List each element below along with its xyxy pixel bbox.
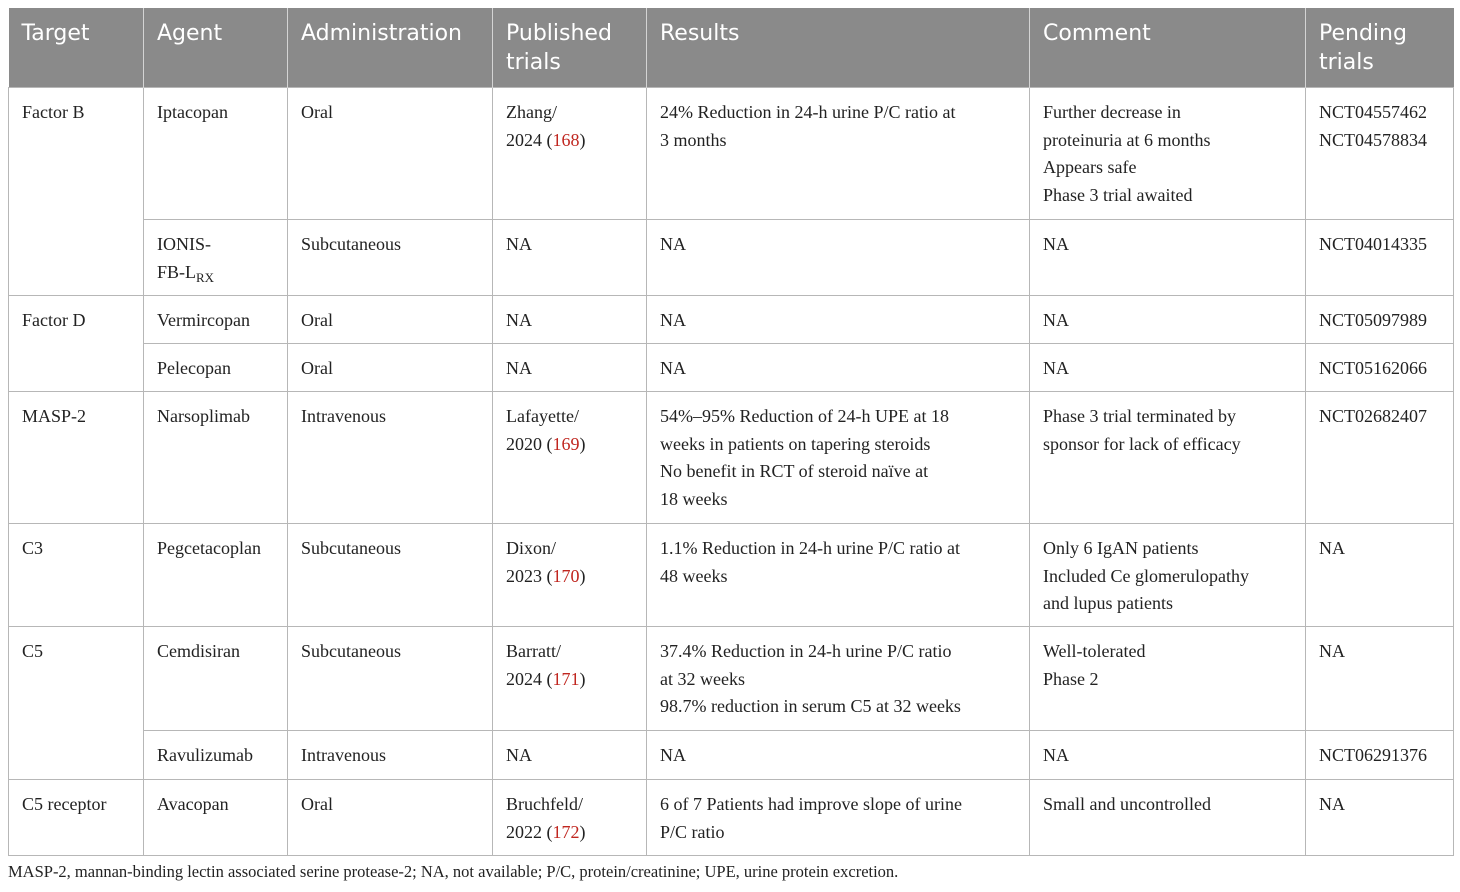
- header-published-trials: Published trials: [493, 8, 647, 88]
- published-cell: Zhang/ 2024 (168): [493, 88, 647, 220]
- results-cell: 1.1% Reduction in 24-h urine P/C ratio at 48 weeks: [647, 524, 1030, 627]
- reference-link[interactable]: 169: [552, 433, 580, 454]
- header-comment: Comment: [1030, 8, 1306, 88]
- administration-cell: Intravenous: [288, 731, 493, 780]
- pending-cell: NCT06291376: [1306, 731, 1454, 780]
- table-container: [8, 8, 1453, 856]
- header-agent: Agent: [144, 8, 288, 88]
- complement-inhibitors-table: [8, 8, 1454, 856]
- results-cell: NA: [647, 731, 1030, 780]
- published-cell: NA: [493, 731, 647, 780]
- results-cell: 54%–95% Reduction of 24-h UPE at 18 weeks in patients on tapering steroids No benefit in RCT of steroid naïve at 18 weeks: [647, 392, 1030, 524]
- published-cell: NA: [493, 344, 647, 392]
- reference-link[interactable]: 168: [552, 129, 580, 150]
- table-row: [9, 780, 1454, 856]
- agent-cell: Avacopan: [144, 780, 288, 856]
- table-row: [9, 731, 1454, 780]
- agent-cell: Narsoplimab: [144, 392, 288, 524]
- comment-cell: NA: [1030, 296, 1306, 344]
- agent-cell: Cemdisiran: [144, 627, 288, 731]
- target-cell: MASP-2: [9, 392, 144, 524]
- pending-cell: NA: [1306, 524, 1454, 627]
- table-row: [9, 296, 1454, 344]
- reference-link[interactable]: 172: [552, 821, 580, 842]
- target-cell: C3: [9, 524, 144, 627]
- results-cell: 6 of 7 Patients had improve slope of urine P/C ratio: [647, 780, 1030, 856]
- comment-cell: Further decrease in proteinuria at 6 months Appears safe Phase 3 trial awaited: [1030, 88, 1306, 220]
- published-cell: Barratt/ 2024 (171): [493, 627, 647, 731]
- pending-cell: NCT04557462 NCT04578834: [1306, 88, 1454, 220]
- comment-cell: NA: [1030, 220, 1306, 296]
- target-cell: Factor D: [9, 296, 144, 392]
- agent-cell: Ravulizumab: [144, 731, 288, 780]
- table-row: [9, 344, 1454, 392]
- pending-cell: NCT05162066: [1306, 344, 1454, 392]
- published-cell: NA: [493, 296, 647, 344]
- published-cell: Dixon/ 2023 (170): [493, 524, 647, 627]
- published-cell: Bruchfeld/ 2022 (172): [493, 780, 647, 856]
- comment-cell: NA: [1030, 344, 1306, 392]
- pending-cell: NA: [1306, 627, 1454, 731]
- comment-cell: Phase 3 trial terminated by sponsor for lack of efficacy: [1030, 392, 1306, 524]
- pending-cell: NCT04014335: [1306, 220, 1454, 296]
- header-row: [9, 8, 1454, 88]
- table-footnote: MASP-2, mannan-binding lectin associated serine protease-2; NA, not available; P/C, protein/creatinine; UPE, urine protein excretion.: [8, 862, 899, 881]
- comment-cell: NA: [1030, 731, 1306, 780]
- administration-cell: Oral: [288, 88, 493, 220]
- target-cell: C5 receptor: [9, 780, 144, 856]
- administration-cell: Oral: [288, 296, 493, 344]
- administration-cell: Oral: [288, 344, 493, 392]
- administration-cell: Subcutaneous: [288, 627, 493, 731]
- table-row: [9, 88, 1454, 220]
- results-cell: NA: [647, 344, 1030, 392]
- administration-cell: Subcutaneous: [288, 220, 493, 296]
- comment-cell: Small and uncontrolled: [1030, 780, 1306, 856]
- results-cell: NA: [647, 220, 1030, 296]
- results-cell: NA: [647, 296, 1030, 344]
- target-cell: C5: [9, 627, 144, 780]
- administration-cell: Oral: [288, 780, 493, 856]
- pending-cell: NCT05097989: [1306, 296, 1454, 344]
- administration-cell: Intravenous: [288, 392, 493, 524]
- agent-cell: Pelecopan: [144, 344, 288, 392]
- header-results: Results: [647, 8, 1030, 88]
- comment-cell: Well-tolerated Phase 2: [1030, 627, 1306, 731]
- reference-link[interactable]: 170: [552, 565, 580, 586]
- header-pending-trials: Pending trials: [1306, 8, 1454, 88]
- table-row: [9, 524, 1454, 627]
- table-row: [9, 627, 1454, 731]
- comment-cell: Only 6 IgAN patients Included Ce glomerulopathy and lupus patients: [1030, 524, 1306, 627]
- published-cell: Lafayette/ 2020 (169): [493, 392, 647, 524]
- results-cell: 24% Reduction in 24-h urine P/C ratio at 3 months: [647, 88, 1030, 220]
- header-target: Target: [9, 8, 144, 88]
- agent-cell: Vermircopan: [144, 296, 288, 344]
- pending-cell: NCT02682407: [1306, 392, 1454, 524]
- administration-cell: Subcutaneous: [288, 524, 493, 627]
- pending-cell: NA: [1306, 780, 1454, 856]
- table-row: [9, 392, 1454, 524]
- agent-cell: IONIS- $FB-L_{RX}$: [144, 220, 288, 296]
- agent-cell: Pegcetacoplan: [144, 524, 288, 627]
- target-cell: Factor B: [9, 88, 144, 296]
- header-administration: Administration: [288, 8, 493, 88]
- table-row: [9, 220, 1454, 296]
- results-cell: 37.4% Reduction in 24-h urine P/C ratio at 32 weeks 98.7% reduction in serum C5 at 32 weeks: [647, 627, 1030, 731]
- reference-link[interactable]: 171: [552, 668, 580, 689]
- published-cell: NA: [493, 220, 647, 296]
- agent-cell: Iptacopan: [144, 88, 288, 220]
